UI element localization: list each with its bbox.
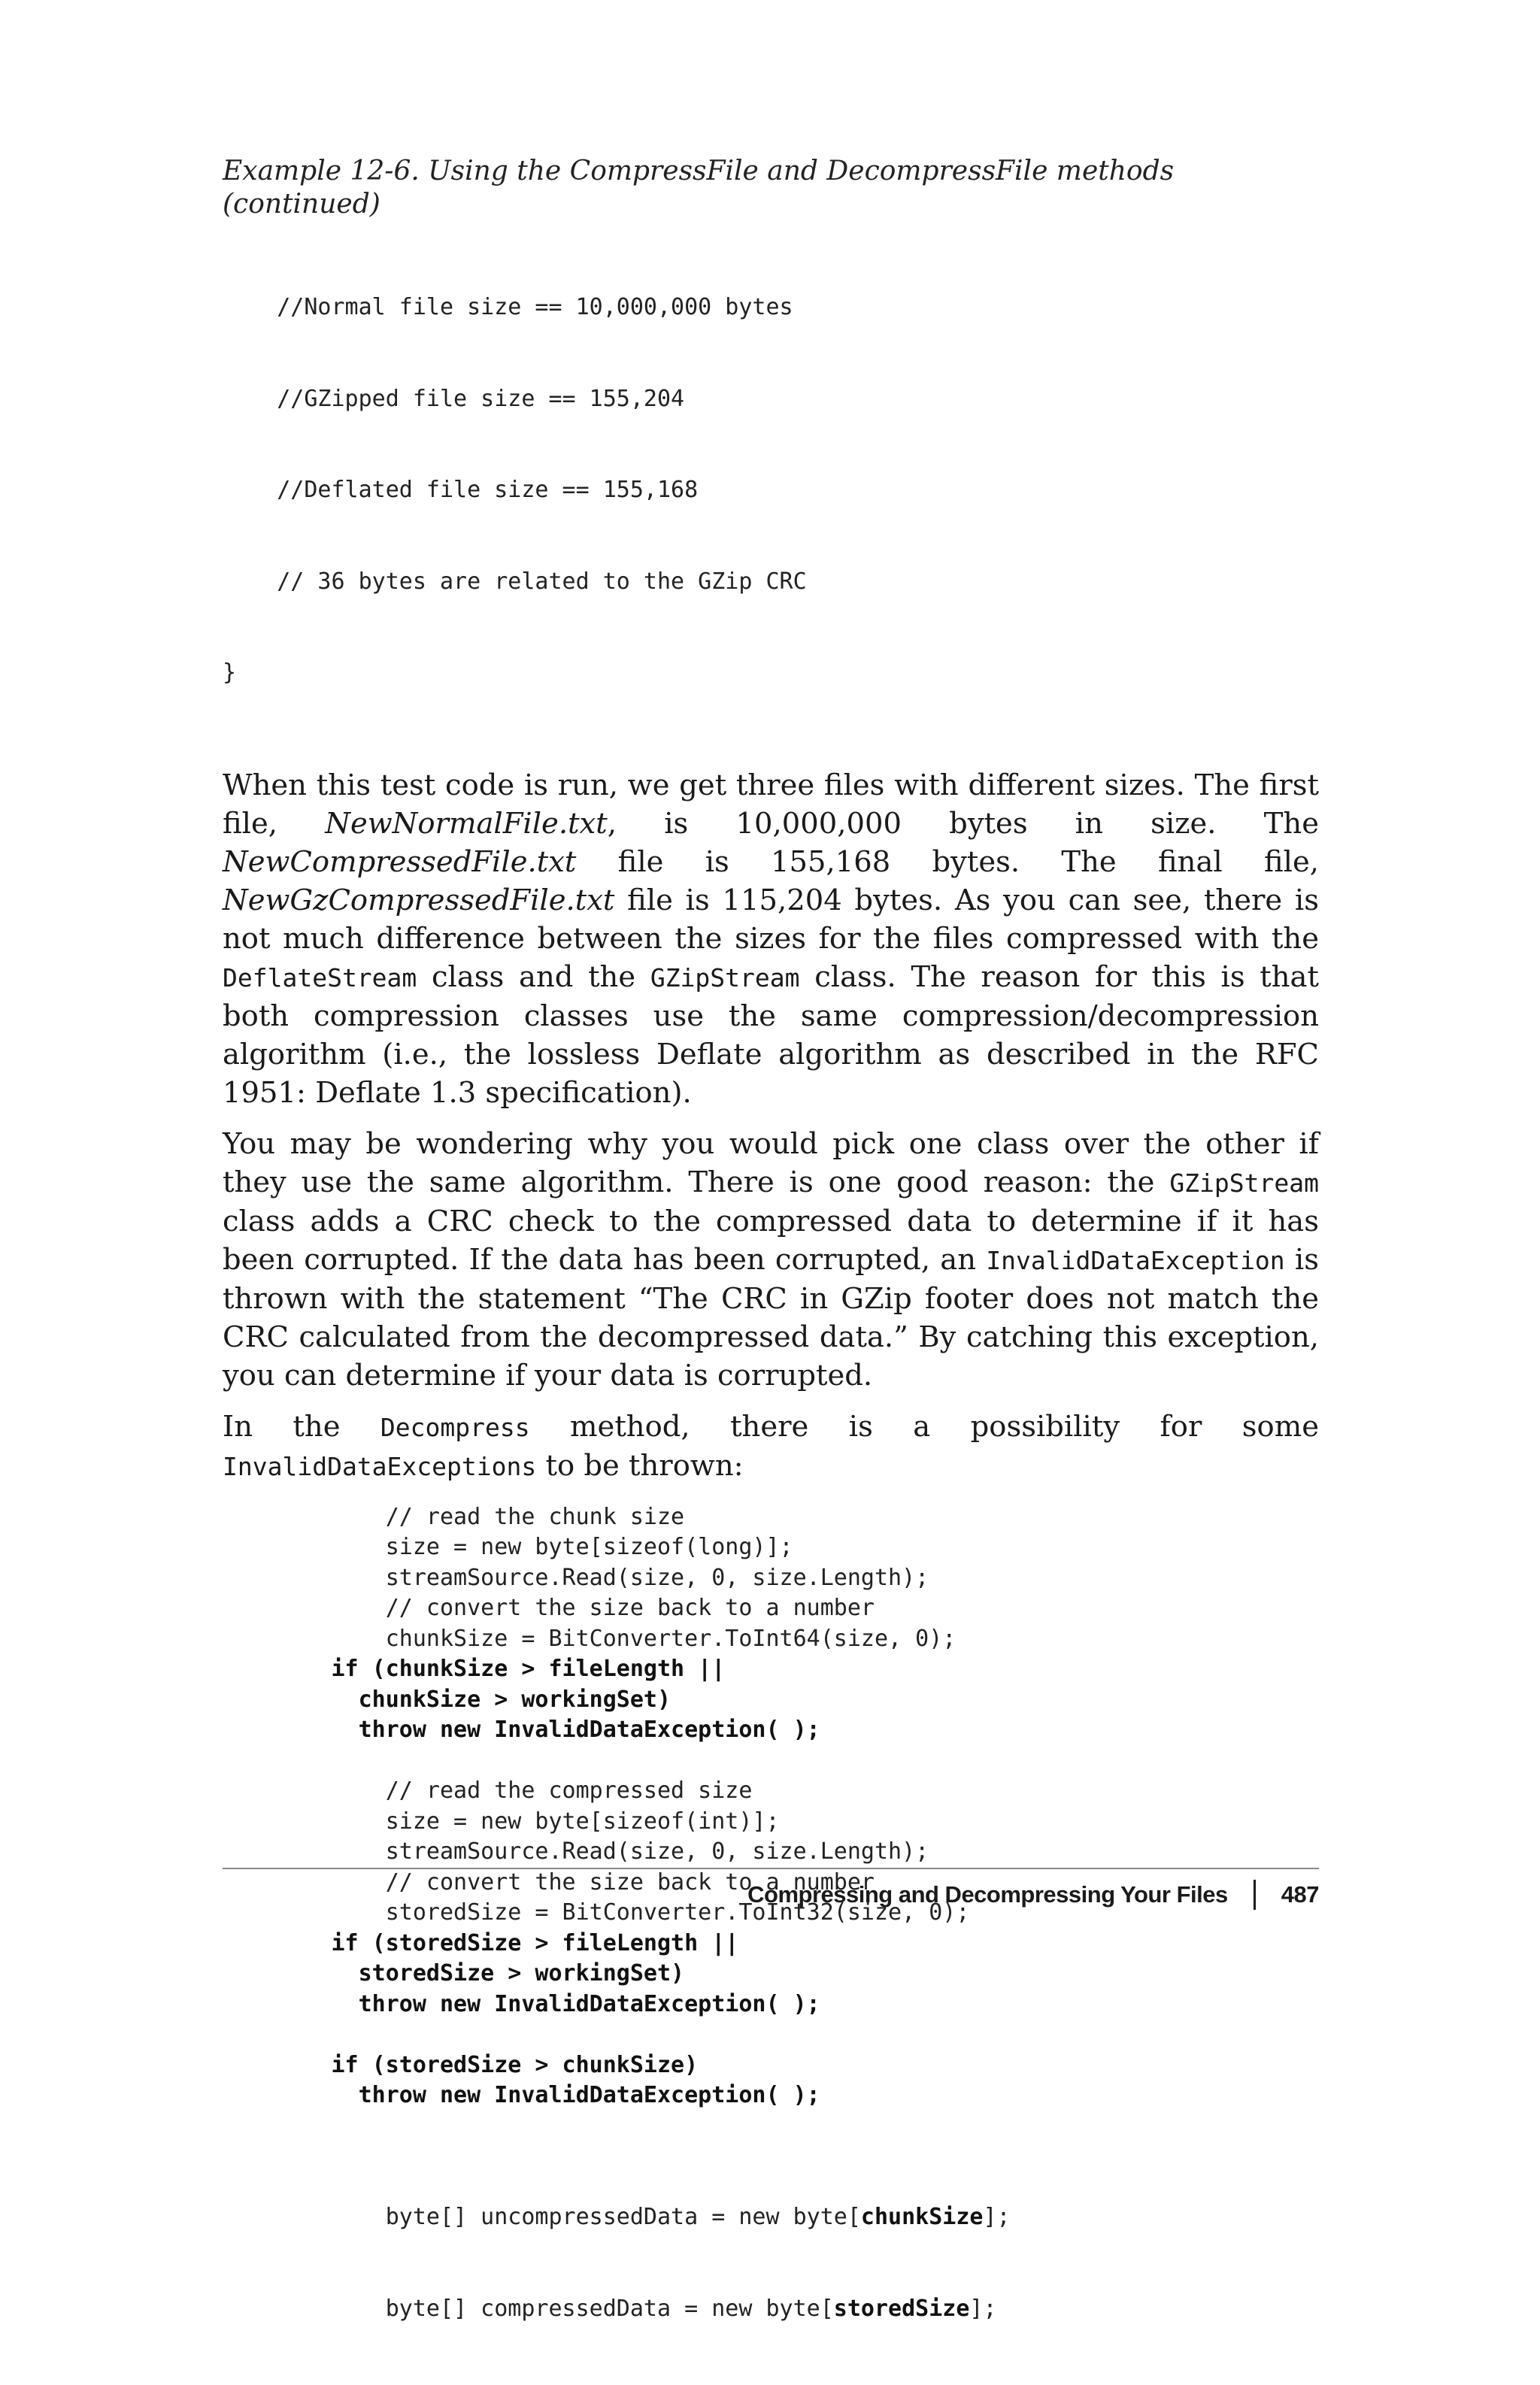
footer-rule xyxy=(223,1868,1319,1869)
code-line: size = new byte[sizeof(int)]; xyxy=(223,1808,780,1835)
example-caption: Example 12-6. Using the CompressFile and DecompressFile methods (continued) xyxy=(223,156,1175,220)
text: class and the xyxy=(417,959,650,994)
code-line: size = new byte[sizeof(long)]; xyxy=(223,1534,793,1560)
text: , is 10,000,000 bytes in size. The xyxy=(607,806,1319,841)
code-line: throw new InvalidDataException( ); xyxy=(223,2082,820,2108)
code-text: byte[] uncompressedData = new byte[ xyxy=(223,2204,861,2230)
code-block-2 xyxy=(223,1502,1319,2142)
code-line xyxy=(223,2020,1319,2050)
code-text: byte[] compressedData = new byte[ xyxy=(223,2295,834,2322)
code-line: throw new InvalidDataException( ); xyxy=(223,1990,820,2017)
text: class adds a CRC check to the compressed data to determine if it has been corrupted. If the data has been corrupted, an xyxy=(223,1204,1319,1277)
code-text: ]; xyxy=(969,2295,997,2322)
inline-code: InvalidDataException xyxy=(986,1245,1285,1275)
code-line: // read the compressed size xyxy=(223,1777,753,1804)
text: You may be wondering why you would pick one class over the other if they use the same algorithm. There is one good reason: the xyxy=(223,1126,1319,1199)
code-line: //Deflated file size == 155,168 xyxy=(223,477,699,503)
inline-code: DeflateStream xyxy=(223,962,417,992)
code-line: throw new InvalidDataException( ); xyxy=(223,1717,820,1743)
code-line: // convert the size back to a number xyxy=(223,1868,875,1896)
code-line: // 36 bytes are related to the GZip CRC xyxy=(223,568,807,595)
inline-code: InvalidDataExceptions xyxy=(223,1451,537,1481)
code-line: // convert the size back to a number xyxy=(223,1595,875,1621)
code-line: storedSize = BitConverter.ToInt32(size, 0); xyxy=(223,1899,970,1926)
footer-separator xyxy=(1254,1880,1256,1910)
code-line: } xyxy=(223,659,237,686)
code-line xyxy=(223,2202,1319,2233)
inline-code: GZipStream xyxy=(650,962,800,992)
code-line: //Normal file size == 10,000,000 bytes xyxy=(223,294,793,320)
text: file is 115,204 bytes. As you can see, there is not much difference between the sizes for the files compressed with the xyxy=(223,883,1319,956)
code-line: if (storedSize > chunkSize) xyxy=(223,2051,699,2078)
paragraph-file-sizes xyxy=(223,766,1319,1112)
page-footer xyxy=(747,1880,1319,1910)
code-line: streamSource.Read(size, 0, size.Length); xyxy=(223,1838,929,1865)
code-line: if (chunkSize > fileLength || xyxy=(223,1656,726,1682)
paragraph-decompress xyxy=(223,1408,1319,1486)
code-line: streamSource.Read(size, 0, size.Length); xyxy=(223,1564,929,1591)
text: is thrown with the statement “The CRC in GZip footer does not match the CRC calculated from the decompressed data.” By catching this exception, you can determine if your data is corrupted. xyxy=(223,1242,1319,1393)
inline-code: Decompress xyxy=(380,1412,530,1442)
code-text: ]; xyxy=(983,2204,1011,2230)
code-bold-text: storedSize xyxy=(833,2295,970,2322)
code-bold-text: chunkSize xyxy=(860,2204,984,2230)
inline-code: GZipStream xyxy=(1169,1168,1319,1198)
code-line xyxy=(223,2111,1319,2142)
page-content xyxy=(223,155,1319,2385)
paragraph-crc-check xyxy=(223,1125,1319,1395)
filename: NewNormalFile.txt xyxy=(325,806,608,841)
text: method, there is a possibility for some xyxy=(529,1409,1320,1444)
filename: NewCompressedFile.txt xyxy=(223,844,577,879)
code-line xyxy=(223,1746,1319,1777)
text: When this test code is run, we get three files with different sizes. The first file, xyxy=(223,768,1319,841)
code-line: if (storedSize > fileLength || xyxy=(223,1929,739,1956)
filename: NewGzCompressedFile.txt xyxy=(223,883,615,917)
text: to be thrown: xyxy=(536,1448,744,1483)
page-number: 487 xyxy=(1281,1881,1319,1908)
text: file is 155,168 bytes. The final file, xyxy=(576,844,1319,879)
text: In the xyxy=(223,1409,380,1444)
code-line: // read the chunk size xyxy=(223,1503,685,1530)
text: class. The reason for this is that both compression classes use the same compression/decompression algorithm (i.e., the lossless Deflate algorithm as described in the RFC 1951: Deflate 1.3 specification). xyxy=(223,959,1319,1110)
code-line: chunkSize = BitConverter.ToInt64(size, 0); xyxy=(223,1625,956,1652)
code-block-3 xyxy=(223,2141,1319,2385)
running-footer-title: Compressing and Decompressing Your Files xyxy=(747,1881,1228,1908)
code-line: storedSize > workingSet) xyxy=(223,1960,685,1986)
code-block-1 xyxy=(223,232,1319,750)
code-line: chunkSize > workingSet) xyxy=(223,1686,671,1713)
code-line: //GZipped file size == 155,204 xyxy=(223,385,685,412)
code-line xyxy=(223,2294,1319,2325)
